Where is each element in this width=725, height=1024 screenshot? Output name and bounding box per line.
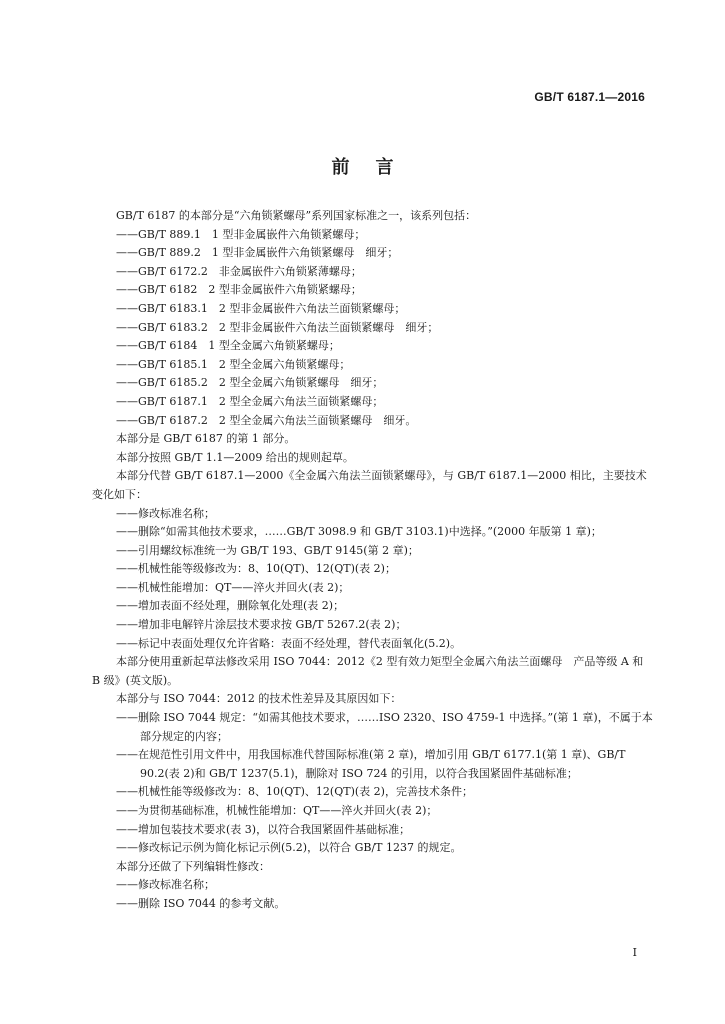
list-item: ——删除 ISO 7044 的参考文献。: [116, 896, 286, 910]
list-item: ——GB/T 889.2 1 型非金属嵌件六角锁紧螺母 细牙；: [116, 246, 399, 260]
list-item: ——GB/T 6187.1 2 型全金属六角法兰面锁紧螺母；: [116, 394, 384, 408]
list-item: ——GB/T 6172.2 非金属嵌件六角锁紧薄螺母；: [116, 264, 362, 278]
paragraph: 本部分使用重新起草法修改采用 ISO 7044：2012《2 型有效力矩型全金属六角法兰面螺母 产品等级 A 和 B 级》(英文版)。: [92, 655, 644, 687]
paragraph: 本部分是 GB/T 6187 的第 1 部分。: [116, 432, 296, 446]
foreword-body: [92, 207, 654, 914]
list-item: ——引用螺纹标准统一为 GB/T 193、GB/T 9145(第 2 章)；: [116, 543, 419, 557]
list-item: ——删除 ISO 7044 规定：“如需其他技术要求，……ISO 2320、ISO 4759-1 中选择。”(第 1 章)，不属于本部分规定的内容；: [116, 711, 653, 743]
standard-code: GB/T 6187.1—2016: [534, 90, 645, 104]
paragraph: 本部分还做了下列编辑性修改：: [116, 859, 270, 873]
list-item: ——在规范性引用文件中，用我国标准代替国际标准(第 2 章)，增加引用 GB/T 6177.1(第 1 章)、GB/T 90.2(表 2)和 GB/T 1237(5.1)，删除对 ISO 724 的引用，以符合我国紧固件基础标准；: [116, 748, 626, 780]
list-item: ——增加表面不经处理，删除氧化处理(表 2)；: [116, 599, 345, 613]
list-item: ——删除“如需其他技术要求，……GB/T 3098.9 和 GB/T 3103.1)中选择。”(2000 年版第 1 章)；: [116, 525, 602, 539]
list-item: ——修改标准名称；: [116, 506, 215, 520]
list-item: ——GB/T 889.1 1 型非金属嵌件六角锁紧螺母；: [116, 227, 366, 241]
page-title: 前言: [331, 157, 420, 178]
list-item: ——机械性能等级修改为：8、10(QT)、12(QT)(表 2)，完善技术条件；: [116, 785, 473, 799]
list-item: ——GB/T 6185.1 2 型全金属六角锁紧螺母；: [116, 357, 351, 371]
paragraph: 本部分按照 GB/T 1.1—2009 给出的规则起草。: [116, 450, 354, 464]
list-item: ——机械性能增加：QT——淬火并回火(表 2)；: [116, 580, 350, 594]
list-item: ——GB/T 6185.2 2 型全金属六角锁紧螺母 细牙；: [116, 376, 384, 390]
list-item: ——修改标准名称；: [116, 878, 215, 892]
paragraph: 本部分代替 GB/T 6187.1—2000《全金属六角法兰面锁紧螺母》，与 GB/T 6187.1—2000 相比，主要技术变化如下：: [92, 469, 647, 501]
paragraph: GB/T 6187 的本部分是“六角锁紧螺母”系列国家标准之一，该系列包括：: [116, 209, 477, 222]
list-item: ——机械性能等级修改为：8、10(QT)、12(QT)(表 2)；: [116, 562, 396, 576]
list-item: ——GB/T 6187.2 2 型全金属六角法兰面锁紧螺母 细牙。: [116, 413, 417, 427]
list-item: ——标记中表面处理仅允许省略：表面不经处理，替代表面氧化(5.2)。: [116, 636, 462, 650]
list-item: ——修改标记示例为简化标记示例(5.2)，以符合 GB/T 1237 的规定。: [116, 841, 462, 855]
list-item: ——增加包装技术要求(表 3)，以符合我国紧固件基础标准；: [116, 822, 411, 836]
list-item: ——为贯彻基础标准，机械性能增加：QT——淬火并回火(表 2)；: [116, 804, 438, 817]
list-item: ——GB/T 6183.2 2 型非金属嵌件六角法兰面锁紧螺母 细牙；: [116, 320, 439, 334]
list-item: ——增加非电解锌片涂层技术要求按 GB/T 5267.2(表 2)；: [116, 618, 407, 632]
paragraph: 本部分与 ISO 7044：2012 的技术性差异及其原因如下：: [116, 692, 402, 706]
list-item: ——GB/T 6182 2 型非金属嵌件六角锁紧螺母；: [116, 283, 362, 297]
list-item: ——GB/T 6183.1 2 型非金属嵌件六角法兰面锁紧螺母；: [116, 301, 406, 315]
list-item: ——GB/T 6184 1 型全金属六角锁紧螺母；: [116, 339, 340, 353]
page-number: I: [632, 946, 637, 959]
